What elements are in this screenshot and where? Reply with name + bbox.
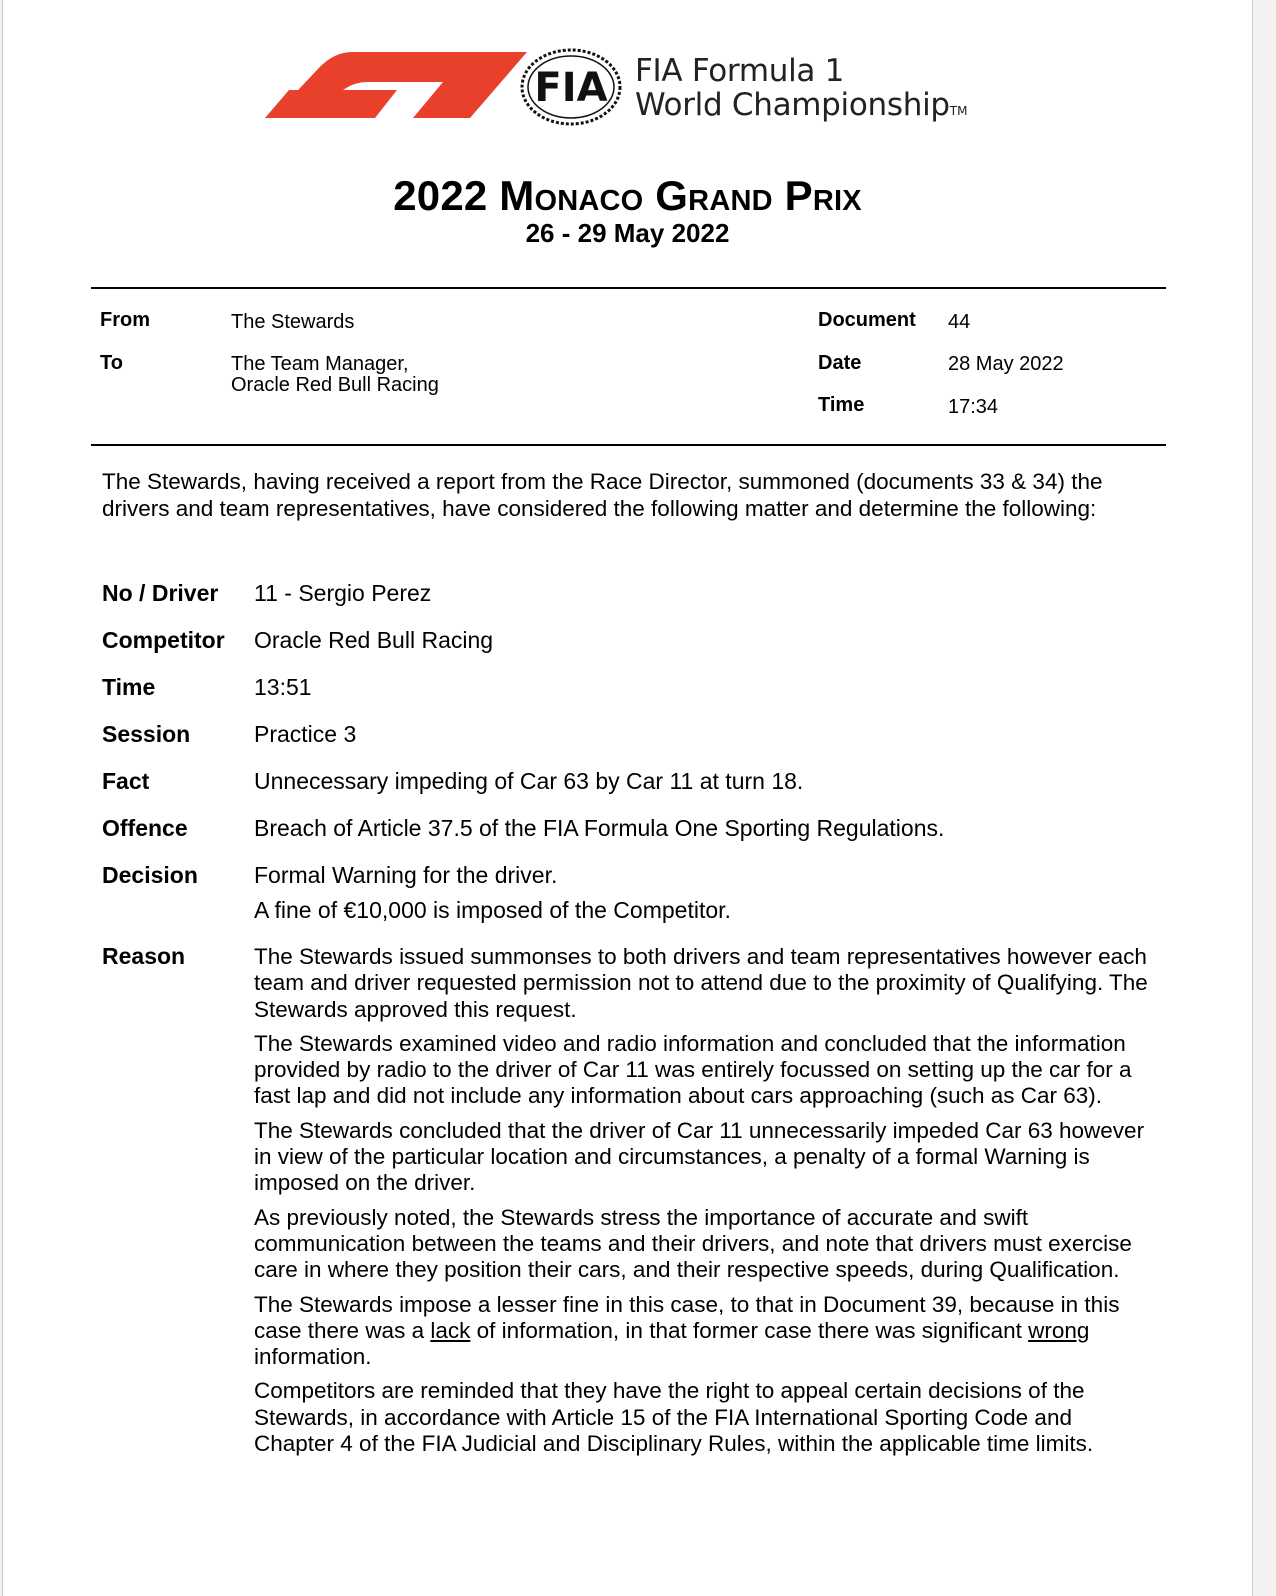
to-label: To: [100, 352, 123, 374]
divider-bottom: [91, 444, 1166, 446]
intro-paragraph: The Stewards, having received a report from the Race Director, summoned (documents 33 & 34) the drivers and team representatives, have considered the following matter and determine the following:: [102, 469, 1103, 521]
session-label: Session: [102, 721, 191, 747]
fact-value: Unnecessary impeding of Car 63 by Car 11 at turn 18.: [254, 768, 804, 794]
reason-p5-wrong: wrong: [1028, 1317, 1090, 1343]
reason-paragraph-3: The Stewards concluded that the driver of Car 11 unnecessarily impeded Car 63 however in view of the particular location and circumstances, a penalty of a formal Warning is imposed on the driver.: [254, 1117, 1145, 1196]
session-value: Practice 3: [254, 721, 357, 747]
brand-wordmark: [635, 54, 967, 128]
decision-label: Decision: [102, 862, 198, 888]
event-dates: 26 - 29 May 2022: [525, 218, 730, 248]
document-value: 44: [948, 311, 971, 333]
competitor-label: Competitor: [102, 627, 225, 653]
incident-time-label: Time: [102, 674, 156, 700]
trademark-mark: TM: [949, 104, 968, 118]
from-value: The Stewards: [231, 311, 355, 333]
svg-text:FIA: FIA: [534, 65, 608, 111]
brand-line-2-text: World Championship: [635, 87, 950, 123]
reason-p5-part-c: information.: [254, 1344, 372, 1370]
from-label: From: [100, 309, 150, 331]
document-page: [2, 0, 1253, 1596]
offence-label: Offence: [102, 815, 188, 841]
reason-paragraph-5: [254, 1292, 1154, 1371]
reason-p5-part-a: The Stewards impose a lesser fine in this case, to that in Document 39, because in this case there was a: [254, 1291, 1120, 1343]
to-value-line-1: The Team Manager,: [231, 353, 409, 375]
time-value: 17:34: [948, 396, 999, 418]
offence-value: Breach of Article 37.5 of the FIA Formula One Sporting Regulations.: [254, 815, 945, 841]
reason-paragraph-1: The Stewards issued summonses to both drivers and team representatives however each team and driver requested permission not to attend due to the proximity of Qualifying. The Stewards approved this request.: [254, 944, 1148, 1022]
date-value: 28 May 2022: [948, 353, 1064, 375]
fact-label: Fact: [102, 768, 150, 794]
reason-paragraph-6: Competitors are reminded that they have the right to appeal certain decisions of the Stewards, in accordance with Article 15 of the FIA International Sporting Code and Chapter 4 of the FIA Judicial and Disciplinary Rules, within the applicable time limits.: [254, 1378, 1094, 1457]
decision-line-2: A fine of €10,000 is imposed of the Competitor.: [254, 897, 731, 923]
driver-value: 11 - Sergio Perez: [254, 580, 432, 606]
brand-line-2: [635, 88, 967, 128]
reason-paragraph-4: As previously noted, the Stewards stress the importance of accurate and swift communication between the teams and their drivers, and note that drivers must exercise care in where they position their cars, and their respective speeds, during Qualification.: [254, 1204, 1132, 1283]
incident-time-value: 13:51: [254, 674, 312, 700]
reason-p5-part-b: of information, in that former case there was significant: [470, 1317, 1029, 1343]
header-logos: [265, 44, 1025, 134]
reason-p5-lack: lack: [430, 1317, 471, 1343]
date-label: Date: [818, 352, 862, 374]
fia-badge-icon: [519, 47, 623, 127]
reason-body: [254, 944, 1154, 1465]
competitor-value: Oracle Red Bull Racing: [254, 627, 494, 653]
document-label: Document: [818, 309, 916, 331]
divider-top: [91, 287, 1166, 289]
decision-line-1: Formal Warning for the driver.: [254, 862, 558, 888]
brand-line-1: FIA Formula 1: [635, 53, 845, 89]
f1-logo-icon: [265, 52, 527, 120]
reason-paragraph-2: The Stewards examined video and radio information and concluded that the information provided by radio to the driver of Car 11 was entirely focussed on setting up the car for a fast lap and did not include any information about cars approaching (such as Car 63).: [254, 1030, 1132, 1109]
to-value-line-2: Oracle Red Bull Racing: [231, 374, 439, 396]
time-label: Time: [818, 394, 865, 416]
event-title: 2022 Monaco Grand Prix: [393, 172, 862, 219]
reason-label: Reason: [102, 943, 186, 969]
driver-label: No / Driver: [102, 580, 219, 606]
